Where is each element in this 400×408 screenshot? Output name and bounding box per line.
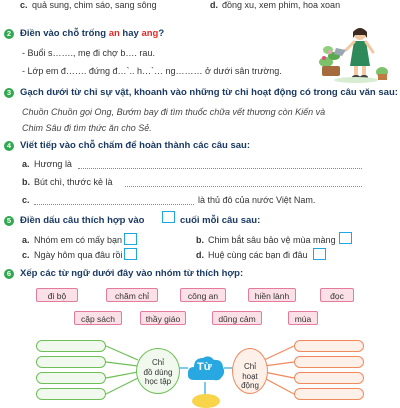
question-5-a-label: a. <box>22 235 30 245</box>
right-answer-box-4[interactable] <box>294 388 364 400</box>
word-card-mua[interactable]: múa <box>288 311 318 325</box>
group-school-supplies-line-1: Chỉ <box>151 358 164 367</box>
question-2-title: Điền vào chỗ trống an hay ang? <box>20 28 165 39</box>
question-4-c-label: c. <box>22 195 30 205</box>
question-5-title-end: cuối mỗi câu sau: <box>180 215 261 226</box>
right-answer-box-2[interactable] <box>294 356 364 368</box>
right-answer-box-1[interactable] <box>294 340 364 352</box>
question-4-b-text: Bút chì, thước kẻ là <box>34 177 113 187</box>
question-4-a-text: Hương là <box>34 159 72 169</box>
center-cloud-label: Từ <box>197 361 212 373</box>
question-5-c-label: c. <box>22 250 30 260</box>
question-4-title: Viết tiếp vào chỗ chấm để hoàn thành các câu sau: <box>20 140 250 151</box>
word-card-hien-lanh[interactable]: hiền lành <box>248 288 296 302</box>
word-card-cong-an[interactable]: công an <box>180 288 226 302</box>
question-5-c-text: Ngày hôm qua đâu rồi <box>34 250 123 260</box>
question-3-number: 3 <box>4 88 14 98</box>
question-4-number: 4 <box>4 141 14 151</box>
group-actions-line-1: Chỉ <box>243 362 256 371</box>
word-card-dung-cam[interactable]: dũng cảm <box>212 311 262 325</box>
word-card-cap-sach[interactable]: cặp sách <box>74 311 122 325</box>
left-answer-box-1[interactable] <box>36 340 106 352</box>
question-4-a-label: a. <box>22 159 30 169</box>
question-2-number: 2 <box>4 29 14 39</box>
question-3-sentence-line-2: Chim Sâu đi tìm thức ăn cho Sẻ. <box>22 123 152 133</box>
right-answer-box-3[interactable] <box>294 372 364 384</box>
question-5-d-text: Huệ cùng các bạn đi đâu <box>208 250 308 260</box>
item-c-label: c. <box>20 0 28 10</box>
bottom-group-oval <box>192 394 220 408</box>
left-answer-box-4[interactable] <box>36 388 106 400</box>
group-school-supplies-oval <box>136 348 180 394</box>
group-school-supplies-line-3: học tập <box>144 377 172 386</box>
word-card-di-bo[interactable]: đi bộ <box>36 288 78 302</box>
question-4-c-text: là thủ đô của nước Việt Nam. <box>198 195 316 205</box>
word-card-cham-chi[interactable]: chăm chỉ <box>106 288 158 302</box>
word-card-thay-giao[interactable]: thầy giáo <box>140 311 186 325</box>
left-answer-box-3[interactable] <box>36 372 106 384</box>
question-5-b-label: b. <box>196 235 204 245</box>
group-school-supplies-line-2: đồ dùng <box>143 367 173 377</box>
question-5-title-start: Điền dấu câu thích hợp vào <box>20 215 145 226</box>
group-actions-line-2: hoạt động <box>241 371 259 390</box>
item-d-text: đồng xu, xem phim, hoa xoan <box>222 0 341 10</box>
question-4-b-label: b. <box>22 177 30 187</box>
question-5-a-text: Nhóm em có mấy bạn <box>34 235 123 245</box>
question-2-line-2: - Lớp em đ……. đứng đ…`.. h…`… ng……… ở dưới sân trường. <box>22 66 282 76</box>
left-answer-box-2[interactable] <box>36 356 106 368</box>
question-3-title: Gạch dưới từ chỉ sự vật, khoanh vào những từ chỉ hoạt động có trong câu văn sau: <box>20 87 398 98</box>
question-5-d-label: d. <box>196 250 204 260</box>
question-3-sentence-line-1: Chuồn Chuồn gọi Ong, Bướm bay đi tìm thuốc chữa vết thương còn Kiến và <box>22 107 326 117</box>
item-c-text: quả sung, chim sáo, sang sông <box>32 0 157 10</box>
question-6-title: Xếp các từ ngữ dưới đây vào nhóm từ thích hợp: <box>20 268 244 279</box>
question-6-number: 6 <box>4 269 14 279</box>
item-d-label: d. <box>210 0 218 10</box>
question-5-b-text: Chim bắt sâu bảo vệ mùa màng <box>208 235 336 245</box>
word-card-doc[interactable]: đọc <box>320 288 354 302</box>
question-2-line-1: - Buổi s……., mẹ đi chợ b…. rau. <box>22 48 155 58</box>
question-5-number: 5 <box>4 216 14 226</box>
group-actions-oval <box>232 348 268 394</box>
